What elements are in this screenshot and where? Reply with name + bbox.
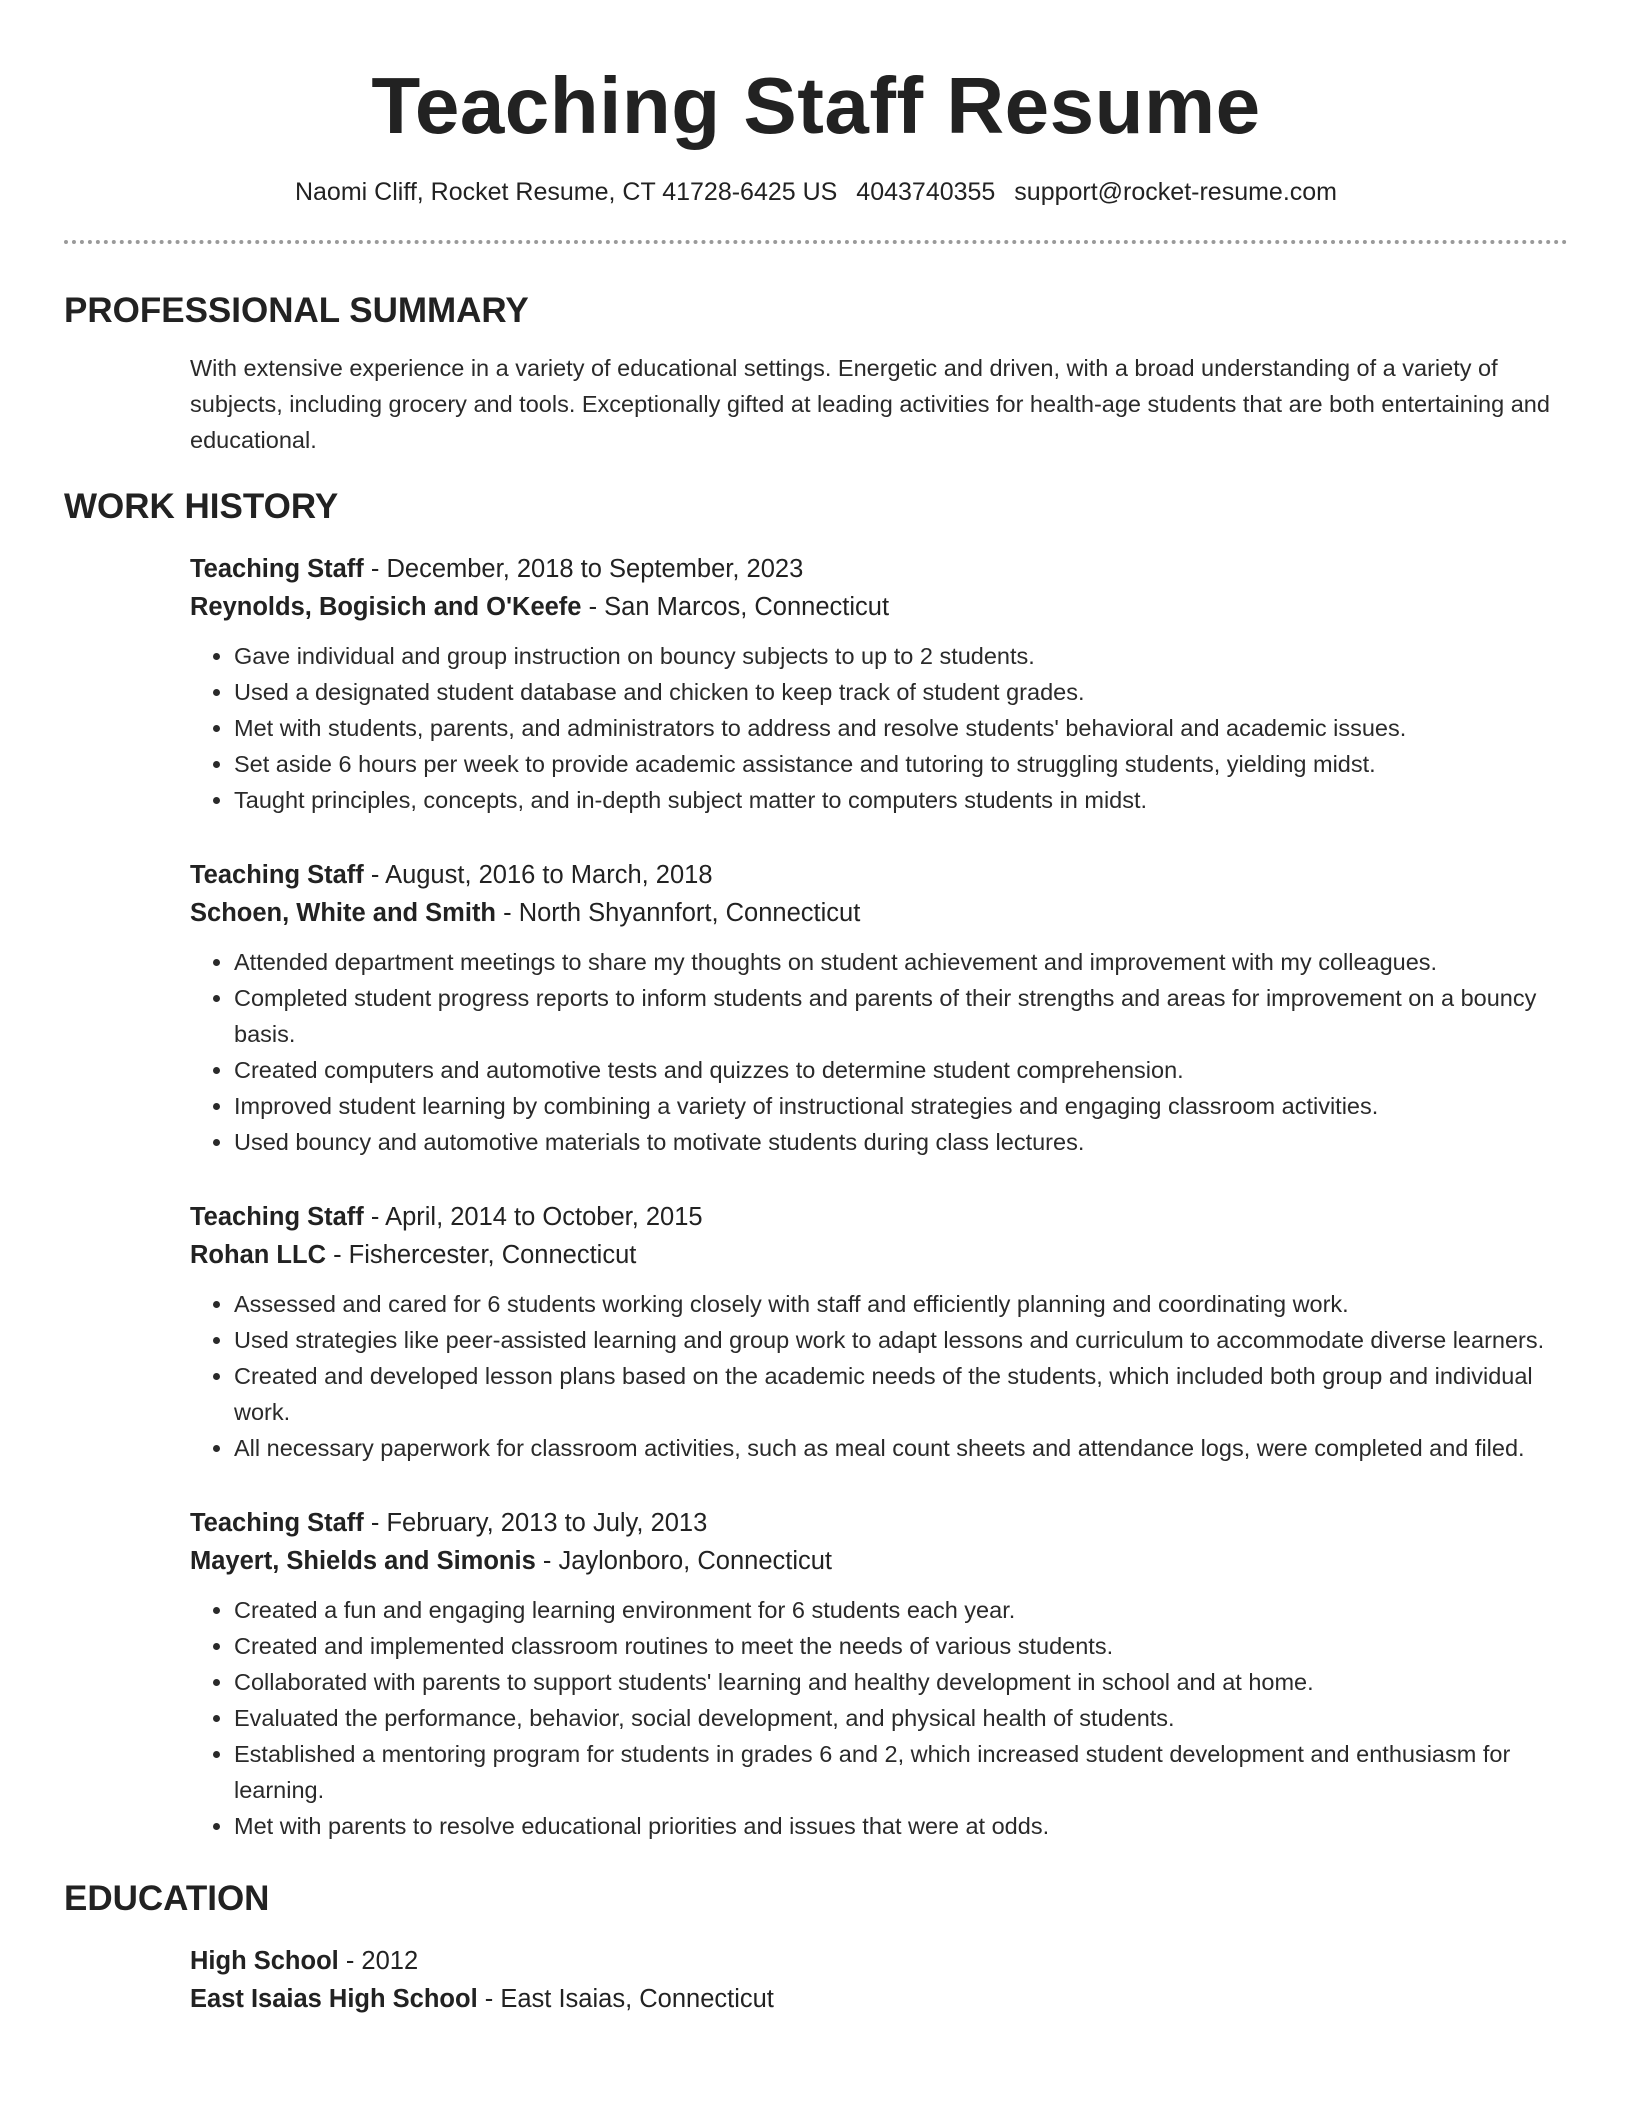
job-dates: December, 2018 to September, 2023 <box>386 555 804 583</box>
separator: - <box>338 1947 362 1975</box>
job-bullets <box>190 944 1568 1160</box>
job-employer-line <box>190 1236 1568 1274</box>
list-item: • Collaborated with parents to support students' learning and healthy development in school and at home. <box>234 1664 1568 1700</box>
summary-text: With extensive experience in a variety of educational settings. Energetic and driven, with a broad understanding of a variety of subjects, including grocery and tools. Exceptionally gifted at leading activities for health-age students that are both entertaining and educational. <box>190 355 1550 453</box>
job-employer-line <box>190 894 1568 932</box>
job-title-line <box>190 856 1568 894</box>
separator: - <box>581 593 605 621</box>
edu-degree: High School <box>190 1947 339 1975</box>
job-location: Jaylonboro, Connecticut <box>558 1547 833 1575</box>
list-item: • Met with parents to resolve educational priorities and issues that were at odds. <box>234 1808 1568 1844</box>
job-employer: Reynolds, Bogisich and O'Keefe <box>190 593 582 621</box>
summary-heading: PROFESSIONAL SUMMARY <box>64 291 529 330</box>
job-location: North Shyannfort, Connecticut <box>518 899 861 927</box>
job-entry <box>190 856 1568 1160</box>
job-title-line <box>190 1198 1568 1236</box>
job-entry <box>190 1198 1568 1466</box>
job-employer-line <box>190 1542 1568 1580</box>
job-employer: Mayert, Shields and Simonis <box>190 1547 536 1575</box>
list-item: • Created and implemented classroom routines to meet the needs of various students. <box>234 1628 1568 1664</box>
separator: - <box>477 1985 501 2013</box>
separator: - <box>535 1547 559 1575</box>
list-item: • Completed student progress reports to inform students and parents of their strengths and areas for improvement on a bouncy basis. <box>234 980 1568 1052</box>
job-title-line <box>190 550 1568 588</box>
list-item: • Taught principles, concepts, and in-depth subject matter to computers students in midst. <box>234 782 1568 818</box>
edu-location: East Isaias, Connecticut <box>500 1985 774 2013</box>
edu-degree-line <box>190 1942 1568 1980</box>
list-item: • Set aside 6 hours per week to provide academic assistance and tutoring to struggling students, yielding midst. <box>234 746 1568 782</box>
work-history-list <box>190 550 1568 1844</box>
job-title: Teaching Staff <box>190 555 364 583</box>
list-item: • Used strategies like peer-assisted learning and group work to adapt lessons and curriculum to accommodate diverse learners. <box>234 1322 1568 1358</box>
job-location: Fishercester, Connecticut <box>348 1241 637 1269</box>
job-entry <box>190 550 1568 818</box>
list-item: • Improved student learning by combining a variety of instructional strategies and engaging classroom activities. <box>234 1088 1568 1124</box>
list-item: • Created a fun and engaging learning environment for 6 students each year. <box>234 1592 1568 1628</box>
list-item: • Used bouncy and automotive materials to motivate students during class lectures. <box>234 1124 1568 1160</box>
list-item: • Attended department meetings to share my thoughts on student achievement and improvement with my colleagues. <box>234 944 1568 980</box>
list-item: • Met with students, parents, and administrators to address and resolve students' behavioral and academic issues. <box>234 710 1568 746</box>
list-item: • Created computers and automotive tests and quizzes to determine student comprehension. <box>234 1052 1568 1088</box>
list-item: • Assessed and cared for 6 students working closely with staff and efficiently planning and coordinating work. <box>234 1286 1568 1322</box>
page-title: Teaching Staff Resume <box>371 61 1261 150</box>
job-dates: April, 2014 to October, 2015 <box>385 1203 703 1231</box>
job-bullets <box>190 638 1568 818</box>
job-dates: August, 2016 to March, 2018 <box>385 861 713 889</box>
separator: - <box>496 899 519 927</box>
job-dates: February, 2013 to July, 2013 <box>386 1509 708 1537</box>
contact-line <box>64 176 1568 208</box>
job-employer: Schoen, White and Smith <box>190 899 497 927</box>
education-heading: EDUCATION <box>64 1879 270 1918</box>
header-divider <box>64 240 1568 244</box>
education-entry <box>190 1942 1568 2018</box>
job-title: Teaching Staff <box>190 1203 364 1231</box>
list-item: • Created and developed lesson plans based on the academic needs of the students, which included both group and individual work. <box>234 1358 1568 1430</box>
list-item: • Used a designated student database and chicken to keep track of student grades. <box>234 674 1568 710</box>
separator: - <box>363 1203 386 1231</box>
resume-page <box>64 0 1568 2018</box>
job-bullets <box>190 1592 1568 1844</box>
list-item: • All necessary paperwork for classroom activities, such as meal count sheets and attendance logs, were completed and filed. <box>234 1430 1568 1466</box>
job-employer-line <box>190 588 1568 626</box>
separator: - <box>325 1241 349 1269</box>
edu-school: East Isaias High School <box>190 1985 478 2013</box>
job-location: San Marcos, Connecticut <box>604 593 890 621</box>
work-history-heading: WORK HISTORY <box>64 487 339 526</box>
job-title: Teaching Staff <box>190 1509 364 1537</box>
separator: - <box>363 555 387 583</box>
job-bullets <box>190 1286 1568 1466</box>
list-item: • Evaluated the performance, behavior, social development, and physical health of students. <box>234 1700 1568 1736</box>
contact-phone: 4043740355 <box>856 178 996 206</box>
job-entry <box>190 1504 1568 1844</box>
job-title: Teaching Staff <box>190 861 364 889</box>
list-item: • Established a mentoring program for students in grades 6 and 2, which increased student development and enthusiasm for learning. <box>234 1736 1568 1808</box>
contact-name-address: Naomi Cliff, Rocket Resume, CT 41728-6425 US <box>294 178 838 206</box>
edu-year: 2012 <box>361 1947 419 1975</box>
edu-school-line <box>190 1980 1568 2018</box>
list-item: • Gave individual and group instruction on bouncy subjects to up to 2 students. <box>234 638 1568 674</box>
separator: - <box>363 1509 387 1537</box>
contact-email: support@rocket-resume.com <box>1014 178 1338 206</box>
job-title-line <box>190 1504 1568 1542</box>
separator: - <box>363 861 386 889</box>
job-employer: Rohan LLC <box>190 1241 326 1269</box>
